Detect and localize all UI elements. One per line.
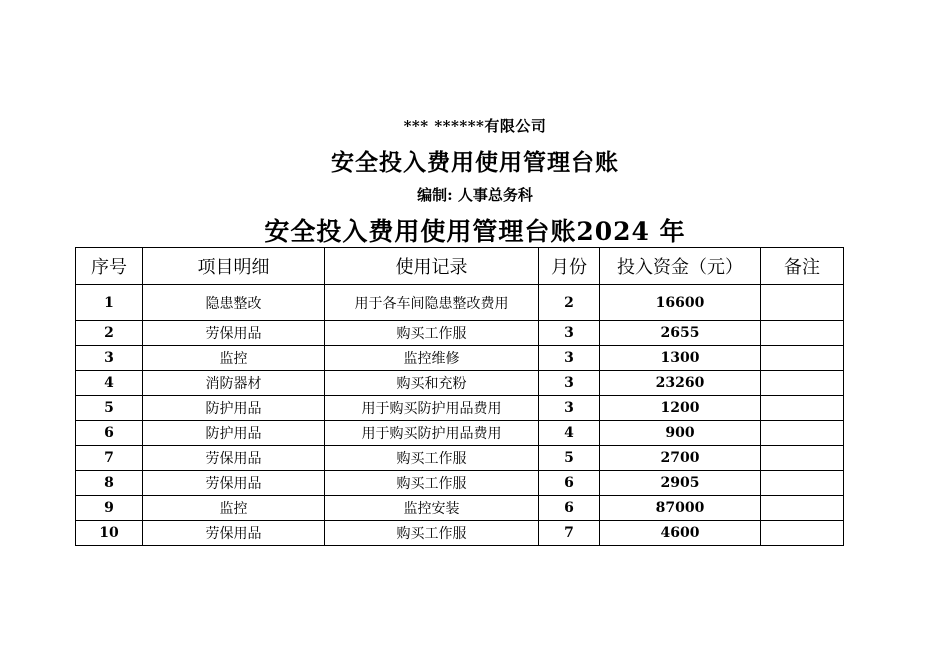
cell-amount: 1200	[600, 396, 761, 421]
cell-item: 劳保用品	[143, 321, 325, 346]
column-header-record: 使用记录	[325, 248, 539, 285]
cell-seq: 6	[76, 421, 143, 446]
table-row	[76, 446, 844, 471]
cell-record: 用于各车间隐患整改费用	[325, 285, 539, 321]
cell-note	[761, 285, 844, 321]
company-name: *** ******有限公司	[403, 117, 547, 135]
cell-amount: 23260	[600, 371, 761, 396]
table-header-row	[76, 248, 844, 285]
cell-record: 购买工作服	[325, 446, 539, 471]
cell-note	[761, 371, 844, 396]
cell-seq: 3	[76, 346, 143, 371]
cell-month: 2	[539, 285, 600, 321]
cell-note	[761, 321, 844, 346]
cell-item: 劳保用品	[143, 521, 325, 546]
cell-item: 隐患整改	[143, 285, 325, 321]
table-row	[76, 471, 844, 496]
cell-seq: 8	[76, 471, 143, 496]
cell-amount: 4600	[600, 521, 761, 546]
cell-record: 购买工作服	[325, 471, 539, 496]
cell-record: 购买工作服	[325, 321, 539, 346]
table-row	[76, 285, 844, 321]
cell-amount: 16600	[600, 285, 761, 321]
cell-item: 劳保用品	[143, 446, 325, 471]
cell-item: 消防器材	[143, 371, 325, 396]
column-header-seq: 序号	[76, 248, 143, 285]
cell-note	[761, 446, 844, 471]
cell-note	[761, 346, 844, 371]
table-row	[76, 421, 844, 446]
cell-seq: 7	[76, 446, 143, 471]
column-header-amount: 投入资金（元）	[600, 248, 761, 285]
cell-month: 6	[539, 471, 600, 496]
cell-month: 5	[539, 446, 600, 471]
table-row	[76, 371, 844, 396]
cell-amount: 87000	[600, 496, 761, 521]
cell-amount: 2700	[600, 446, 761, 471]
cell-month: 4	[539, 421, 600, 446]
cell-month: 7	[539, 521, 600, 546]
cell-amount: 900	[600, 421, 761, 446]
cell-record: 购买工作服	[325, 521, 539, 546]
cell-seq: 4	[76, 371, 143, 396]
cell-item: 防护用品	[143, 396, 325, 421]
cell-month: 3	[539, 371, 600, 396]
document-title: 安全投入费用使用管理台账	[331, 149, 619, 176]
column-header-item: 项目明细	[143, 248, 325, 285]
ledger-year-title: 安全投入费用使用管理台账2024 年	[264, 217, 686, 246]
cell-note	[761, 396, 844, 421]
cell-seq: 1	[76, 285, 143, 321]
cell-item: 监控	[143, 496, 325, 521]
column-header-month: 月份	[539, 248, 600, 285]
table-row	[76, 396, 844, 421]
cell-seq: 2	[76, 321, 143, 346]
table-row	[76, 521, 844, 546]
cell-note	[761, 421, 844, 446]
cell-record: 监控维修	[325, 346, 539, 371]
ledger-table	[75, 247, 844, 546]
cell-record: 用于购买防护用品费用	[325, 421, 539, 446]
cell-record: 监控安装	[325, 496, 539, 521]
cell-month: 3	[539, 396, 600, 421]
cell-seq: 9	[76, 496, 143, 521]
compiler-line: 编制: 人事总务科	[417, 186, 533, 204]
table-row	[76, 321, 844, 346]
cell-month: 3	[539, 346, 600, 371]
cell-amount: 2655	[600, 321, 761, 346]
cell-record: 购买和充粉	[325, 371, 539, 396]
column-header-note: 备注	[761, 248, 844, 285]
cell-item: 防护用品	[143, 421, 325, 446]
cell-seq: 10	[76, 521, 143, 546]
cell-item: 监控	[143, 346, 325, 371]
cell-amount: 1300	[600, 346, 761, 371]
cell-seq: 5	[76, 396, 143, 421]
cell-note	[761, 496, 844, 521]
cell-month: 6	[539, 496, 600, 521]
cell-month: 3	[539, 321, 600, 346]
table-row	[76, 346, 844, 371]
cell-item: 劳保用品	[143, 471, 325, 496]
cell-note	[761, 471, 844, 496]
cell-amount: 2905	[600, 471, 761, 496]
cell-note	[761, 521, 844, 546]
table-row	[76, 496, 844, 521]
cell-record: 用于购买防护用品费用	[325, 396, 539, 421]
